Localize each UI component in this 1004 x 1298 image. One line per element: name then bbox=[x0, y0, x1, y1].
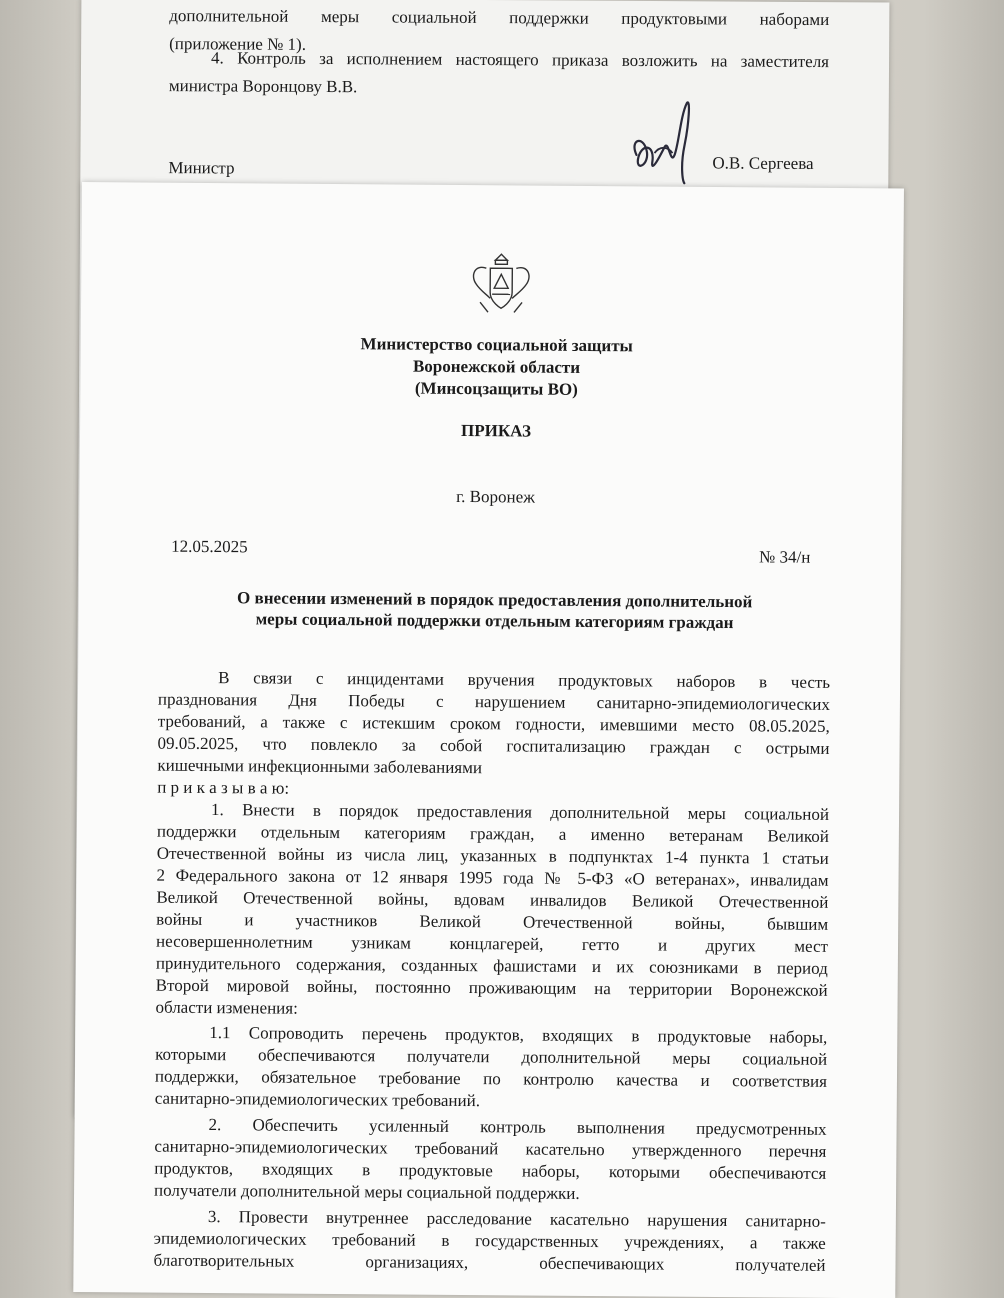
prev-page-text-line: (приложение № 1). bbox=[169, 34, 307, 54]
item-1-line: поддержки отдельным категориям граждан, а именно ветеранам Великой bbox=[156, 821, 829, 846]
order-number: № 34/н bbox=[759, 547, 811, 567]
item-1-1-line: поддержки, обязательное требование по контролю качества и соответствия bbox=[154, 1066, 828, 1091]
item-1-1-line: которыми обеспечиваются получатели дополнительной меры социальной bbox=[155, 1044, 828, 1069]
item-1-line: Великой Отечественной войны, вдовам инвалидов Великой Отечественной bbox=[156, 887, 829, 912]
org-short-name: (Минсоцзащиты ВО) bbox=[414, 378, 578, 399]
order-title-line: О внесении изменений в порядок предоставления дополнительной bbox=[237, 588, 753, 612]
item-1-line: 2 Федерального закона от 12 января 1995 года № 5-ФЗ «О ветеранах», инвалидам bbox=[156, 865, 829, 890]
order-title-line: меры социальной поддержки отдельным категориям граждан bbox=[255, 609, 734, 633]
prev-page-item-4: 4. Контроль за исполнением настоящего приказа возложить на заместителя bbox=[211, 48, 830, 72]
org-name-line: Воронежской области bbox=[412, 356, 581, 377]
item-1-line: войны и участников Великой Отечественной войны, бывшим bbox=[156, 909, 829, 934]
preamble-line: В связи с инцидентами вручения продуктовых наборов в честь bbox=[218, 668, 831, 692]
preamble-line: 09.05.2025, что повлекло за собой госпитализацию граждан с острыми bbox=[157, 733, 830, 758]
city: г. Воронеж bbox=[456, 486, 536, 507]
order-word: п р и к а з ы в а ю: bbox=[157, 777, 290, 798]
item-2-line: 2. Обеспечить усиленный контроль выполнения предусмотренных bbox=[208, 1115, 827, 1139]
item-1-line: Отечественной войны из числа лиц, указанных в подпунктах 1-4 пункта 1 статьи bbox=[156, 843, 829, 868]
item-2-line: получатели дополнительной меры социальной поддержки. bbox=[154, 1180, 580, 1203]
document-type: ПРИКАЗ bbox=[460, 420, 532, 441]
preamble-line: требований, а также с истекшим сроком годности, имевшими место 08.05.2025, bbox=[157, 711, 830, 736]
item-2-line: санитарно-эпидемиологических требований касательно утвержденного перечня bbox=[154, 1136, 827, 1161]
item-1-line: 1. Внести в порядок предоставления дополнительной меры социальной bbox=[211, 800, 830, 824]
item-1-line: несовершеннолетним узникам концлагерей, гетто и других мест bbox=[155, 931, 829, 956]
item-1-line: области изменения: bbox=[155, 997, 298, 1018]
item-3-line: эпидемиологических требований в государственных учреждениях, а также bbox=[153, 1228, 826, 1253]
item-3-line: благотворительных организациях, обеспечивающих получателей bbox=[153, 1250, 826, 1275]
order-page-sheet bbox=[73, 182, 904, 1298]
item-3-line: 3. Провести внутреннее расследование касательно нарушения санитарно- bbox=[207, 1207, 826, 1231]
item-1-line: принудительного содержания, созданных фашистами и их союзниками в период bbox=[155, 953, 828, 978]
item-1-line: Второй мировой войны, постоянно проживающим на территории Воронежской bbox=[155, 975, 828, 1000]
item-1-1-line: 1.1 Сопроводить перечень продуктов, входящих в продуктовые наборы, bbox=[209, 1023, 828, 1047]
preamble-line: празднования Дня Победы с нарушением санитарно-эпидемиологических bbox=[157, 689, 830, 714]
prev-page-text-line: дополнительной меры социальной поддержки продуктовыми наборами bbox=[169, 6, 830, 30]
coat-of-arms-icon bbox=[466, 250, 537, 316]
order-date: 12.05.2025 bbox=[171, 536, 248, 557]
prev-page-text-line: министра Воронцову В.В. bbox=[168, 76, 358, 97]
item-1-1-line: санитарно-эпидемиологических требований. bbox=[154, 1088, 481, 1111]
signer-title: Министр bbox=[168, 158, 235, 178]
signature-icon bbox=[624, 95, 695, 185]
preamble-line: кишечными инфекционными заболеваниями bbox=[157, 755, 483, 778]
item-2-line: продуктов, входящих в продуктовые наборы, которыми обеспечиваются bbox=[154, 1158, 827, 1183]
signer-name: О.В. Сергеева bbox=[712, 153, 814, 174]
org-name-line: Министерство социальной защиты bbox=[360, 334, 633, 356]
